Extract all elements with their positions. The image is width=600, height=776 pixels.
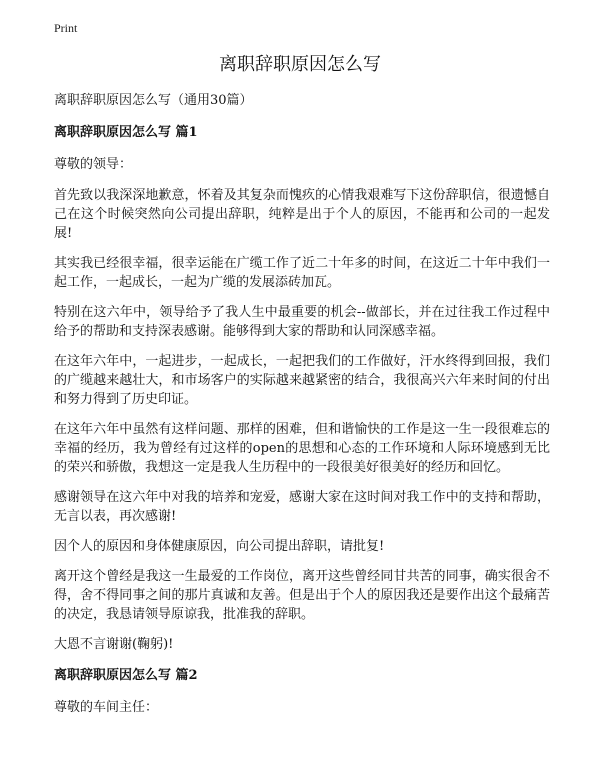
section-heading-1: 离职辞职原因怎么写 篇1 (54, 125, 198, 140)
paragraph: 因个人的原因和身体健康原因，向公司提出辞职，请批复! (54, 539, 385, 554)
page-title: 离职辞职原因怎么写 (219, 54, 381, 75)
section-heading-2: 离职辞职原因怎么写 篇2 (54, 668, 198, 683)
paragraph: 在这年六年中虽然有这样问题、那样的困难，但和谐愉快的工作是这一生一段很难忘的幸福的经历，我为曾经有过这样的open的思想和心态的工作环境和人际环境感到无比的荣兴和骄傲，我想这一定是我人生历程中的一段很美好很美好的经历和回忆。 (54, 422, 550, 475)
paragraph: 感谢领导在这六年中对我的培养和宠爱，感谢大家在这时间对我工作中的支持和帮助，无言以表，再次感谢! (54, 490, 550, 524)
paragraph: 首先致以我深深地歉意，怀着及其复杂而愧疚的心情我艰难写下这份辞职信，很遗憾自己在这个时候突然向公司提出辞职，纯粹是出于个人的原因，不能再和公司的一起发展! (54, 188, 550, 241)
salutation-2: 尊敬的车间主任： (54, 700, 159, 715)
salutation-1: 尊敬的领导： (54, 157, 133, 172)
document-body (54, 90, 550, 718)
print-link[interactable]: Print (54, 21, 78, 35)
paragraph: 离开这个曾经是我这一生最爱的工作岗位，离开这些曾经同甘共苦的同事，确实很舍不得，舍不得同事之间的那片真诚和友善。但是出于个人的原因我还是要作出这个最痛苦的决定，我恳请领导原谅我，批准我的辞职。 (54, 569, 550, 622)
paragraph: 其实我已经很幸福，很幸运能在广缆工作了近二十年多的时间，在这近二十年中我们一起工作，一起成长，一起为广缆的发展添砖加瓦。 (54, 256, 550, 290)
paragraph: 在这年六年中，一起进步，一起成长，一起把我们的工作做好，汗水终得到回报，我们的广缆越来越壮大，和市场客户的实际越来越紧密的结合，我很高兴六年来时间的付出和努力得到了历史印证。 (54, 354, 550, 407)
paragraph: 特别在这六年中，领导给予了我人生中最重要的机会--做部长，并在过往我工作过程中给予的帮助和支持深表感谢。能够得到大家的帮助和认同深感幸福。 (54, 305, 550, 339)
paragraph: 大恩不言谢谢(鞠躬)! (54, 637, 174, 652)
document-subtitle: 离职辞职原因怎么写（通用30篇） (54, 93, 253, 108)
